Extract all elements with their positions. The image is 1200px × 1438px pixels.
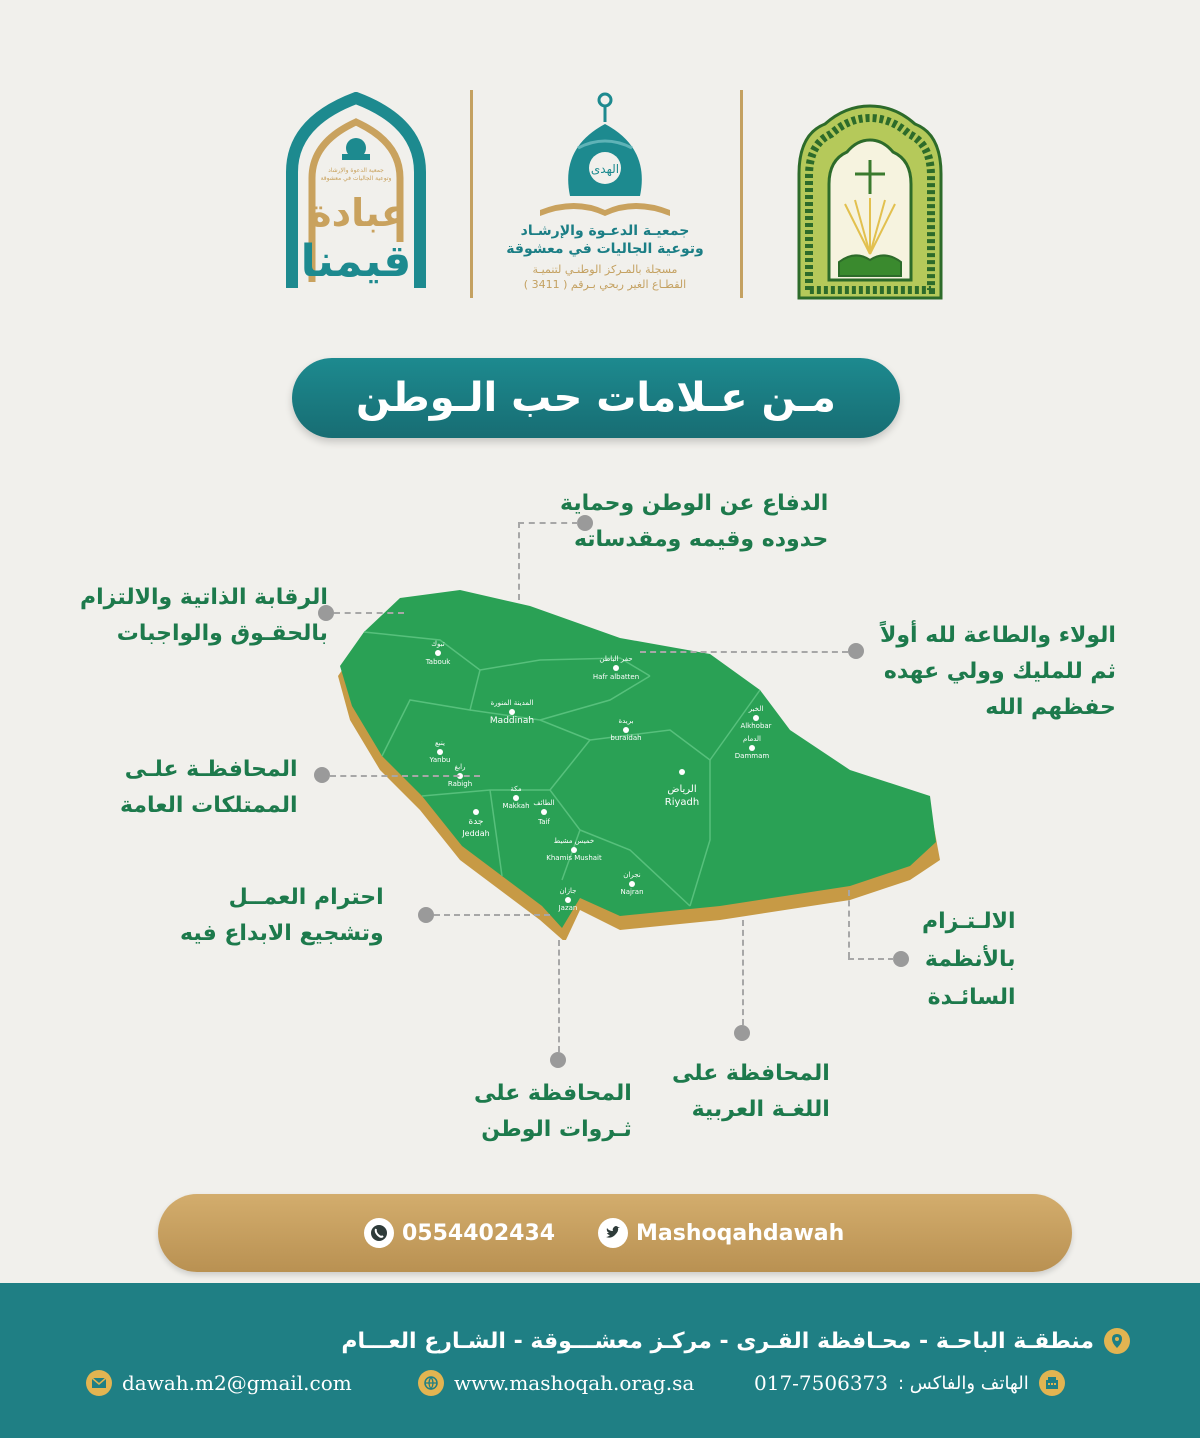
connector-line <box>558 940 560 1052</box>
whatsapp-contact[interactable] <box>364 1216 555 1250</box>
city-buraidah-en: buraidah <box>610 734 642 742</box>
connector-dot-wealth <box>550 1052 566 1068</box>
city-hafr-en: Hafr albatten <box>592 673 640 681</box>
city-jazan-ar: جازان <box>559 887 577 895</box>
footer-phone-row <box>754 1370 1065 1396</box>
email-icon <box>86 1370 112 1396</box>
connector-line <box>742 920 744 1025</box>
page-title: مـن عـلامات حب الـوطن <box>356 375 836 421</box>
city-taif-en: Taif <box>538 818 550 826</box>
association-dome-logo <box>500 88 710 218</box>
twitter-handle: Mashoqahdawah <box>636 1220 845 1246</box>
callout-loyalty-line1: الولاء والطاعة لله أولاً <box>880 623 1116 648</box>
city-tabouk-en: Tabouk <box>425 658 451 666</box>
callout-property-line2: الممتلكات العامة <box>120 793 298 818</box>
connector-line <box>640 651 848 653</box>
callout-watch-line2: بالحقـوق والواجبات <box>116 621 328 646</box>
city-jeddah-ar: جدة <box>468 817 484 827</box>
footer-address-row <box>80 1328 1130 1354</box>
city-rabigh-en: Rabigh <box>447 780 473 788</box>
city-taif-ar: الطائف <box>533 799 555 807</box>
connector-dot-systems <box>893 951 909 967</box>
city-dammam-ar: الدمام <box>743 735 761 743</box>
city-khobar-ar: الخبر <box>748 705 764 713</box>
city-buraidah-ar: بريدة <box>618 717 634 725</box>
assoc-emblem-text: الهدى <box>590 162 620 176</box>
callout-national-wealth <box>474 1076 632 1148</box>
city-hafr-ar: حفر الباطن <box>599 655 633 663</box>
title-banner <box>292 358 900 438</box>
footer-address: منطقـة الباحـة - محـافظة القـرى - مركـز معشـــوقة - الشـارع العـــام <box>341 1328 1094 1354</box>
callout-arabic-language <box>672 1056 830 1128</box>
connector-line <box>434 914 550 916</box>
callout-loyalty <box>880 618 1116 726</box>
saudi-arabia-map <box>290 580 950 940</box>
connector-line <box>334 612 404 614</box>
callout-loyalty-line3: حفظهم الله <box>985 695 1116 720</box>
city-makkah-ar: مكة <box>510 785 522 793</box>
city-najran-en: Najran <box>620 888 644 896</box>
city-jazan-en: Jazan <box>558 904 578 912</box>
city-riyadh-ar: الرياض <box>667 784 697 795</box>
callout-defend-line1: الدفاع عن الوطن وحماية <box>560 491 829 516</box>
callout-work-line2: وتشجيع الابداع فيه <box>180 921 384 946</box>
callout-wealth-line2: ثـروات الوطن <box>481 1117 632 1142</box>
callout-public-property <box>120 752 298 824</box>
callout-language-line1: المحافظة على <box>672 1061 830 1086</box>
city-yanbu-en: Yanbu <box>429 756 451 764</box>
ibada-tiny-line1: جمعية الدعوة والإرشاد <box>328 167 384 174</box>
assoc-name-line1: جمعيـة الدعـوة والإرشـاد <box>520 223 690 239</box>
city-makkah-en: Makkah <box>502 802 530 810</box>
assoc-reg-line2: القطـاع الغير ربحي بـرقم ( 3411 ) <box>523 278 687 291</box>
callout-respect-work <box>180 880 384 952</box>
connector-line <box>848 958 894 960</box>
globe-icon <box>418 1370 444 1396</box>
city-khamis-en: Khamis Mushait <box>546 854 602 862</box>
assoc-name-line2: وتوعية الجاليات في معشوقة <box>506 241 704 257</box>
qiyamuna-word: قيمنا <box>300 236 412 287</box>
header-divider-left <box>470 90 473 298</box>
callout-work-line1: احترام العمــل <box>228 885 384 910</box>
callout-defend <box>560 486 828 558</box>
ibada-tiny-line2: وتوعية الجاليات في معشوقة <box>320 175 392 182</box>
connector-dot-work <box>418 907 434 923</box>
location-pin-icon <box>1104 1328 1130 1354</box>
callout-systems-line3: السائـدة <box>927 985 1016 1010</box>
header-divider-right <box>740 90 743 298</box>
city-madinah-ar: المدينة المنورة <box>490 699 534 707</box>
callout-defend-line2: حدوده وقيمه ومقدساته <box>573 527 829 552</box>
footer <box>0 1283 1200 1438</box>
connector-dot-loyalty <box>848 643 864 659</box>
city-rabigh-ar: رابغ <box>454 763 466 771</box>
callout-loyalty-line2: ثم للمليك وولي عهده <box>883 659 1116 684</box>
ibada-word: عبادة <box>309 191 407 235</box>
twitter-contact[interactable] <box>598 1216 844 1250</box>
connector-line <box>518 522 520 600</box>
city-riyadh-en: Riyadh <box>664 797 700 808</box>
callout-systems <box>922 903 1016 1017</box>
whatsapp-number: 0554402434 <box>402 1220 556 1246</box>
footer-website-row[interactable] <box>418 1370 694 1396</box>
footer-email-row[interactable] <box>86 1370 352 1396</box>
callout-language-line2: اللغـة العربية <box>691 1097 830 1122</box>
callout-systems-line2: بالأنظمة <box>924 947 1016 972</box>
whatsapp-icon <box>364 1218 394 1248</box>
footer-website: www.mashoqah.orag.sa <box>454 1371 695 1395</box>
callout-systems-line1: الالـتـزام <box>922 909 1016 934</box>
callout-watch-line1: الرقابة الذاتية والالتزام <box>80 585 328 610</box>
twitter-icon <box>598 1218 628 1248</box>
ministry-emblem-logo <box>795 104 945 300</box>
city-yanbu-ar: ينبع <box>435 739 445 747</box>
association-text-block <box>480 222 730 292</box>
city-khamis-ar: خميس مشيط <box>553 837 595 845</box>
footer-phone-label: الهاتف والفاكس : <box>898 1372 1029 1394</box>
ibada-qiyamuna-logo <box>280 92 432 292</box>
city-jeddah-en: Jeddah <box>462 829 490 838</box>
fax-icon <box>1039 1370 1065 1396</box>
callout-self-watch <box>80 580 328 652</box>
callout-property-line1: المحافظـة علـى <box>124 757 298 782</box>
assoc-reg-line1: مسجلة بالمـركز الوطنـي لتنميـة <box>532 263 678 276</box>
connector-dot-property <box>314 767 330 783</box>
connector-line <box>848 890 850 958</box>
connector-dot-language <box>734 1025 750 1041</box>
footer-email: dawah.m2@gmail.com <box>122 1371 352 1395</box>
connector-line <box>330 775 480 777</box>
city-tabouk-ar: تبوك <box>431 640 445 648</box>
city-madinah-en: Maddinah <box>489 716 535 726</box>
city-najran-ar: نجران <box>623 871 641 879</box>
footer-phone-number: 017-7506373 <box>754 1371 889 1395</box>
city-khobar-en: Alkhobar <box>740 722 772 730</box>
city-dammam-en: Dammam <box>734 752 770 760</box>
callout-wealth-line1: المحافظة على <box>474 1081 632 1106</box>
